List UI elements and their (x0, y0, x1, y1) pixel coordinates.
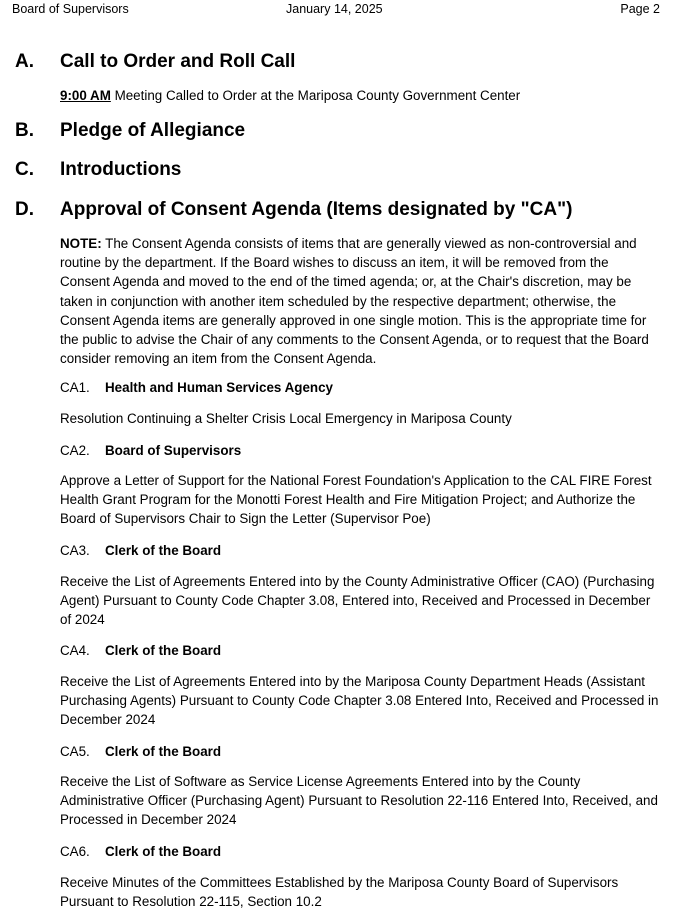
section-title: Pledge of Allegiance (60, 120, 246, 141)
header-page-number: Page 2 (620, 2, 660, 16)
consent-item-description: Receive Minutes of the Committees Established by the Mariposa County Board of Supervisors Pursuant to Resolution 22-115, Section 10.2 (60, 875, 619, 910)
item-number: CA2. (60, 443, 90, 458)
consent-item-description: Receive the List of Software as Service License Agreements Entered into by the County Administrative Officer (Purchasing Agent) Pursuant to Resolution 22-116 Entered Into, Received, and Processed in December 2024 (60, 774, 658, 828)
item-department: Clerk of the Board (105, 543, 222, 558)
section-letter: A. (15, 51, 34, 72)
item-department: Board of Supervisors (105, 443, 242, 458)
consent-item-description: Approve a Letter of Support for the National Forest Foundation's Application to the CAL FIRE Forest Health Grant Program for the Monotti Forest Health and Fire Mitigation Project; and Authorize the Board of Supervisors Chair to Sign the Letter (Supervisor Poe) (60, 473, 652, 527)
consent-item-description: Resolution Continuing a Shelter Crisis Local Emergency in Mariposa County (60, 411, 512, 426)
consent-item-description: Receive the List of Agreements Entered into by the County Administrative Officer (CAO) (Purchasing Agent) Pursuant to County Code Chapter 3.08, Entered into, Received and Processed in December of 2024 (60, 574, 655, 628)
item-number: CA1. (60, 380, 90, 395)
note-text: The Consent Agenda consists of items that are generally viewed as non-controversial and routine by the department. If the Board wishes to discuss an item, it will be removed from the Consent Agenda and moved to the end of the timed agenda; or, at the Chair's discretion, may be taken in conjunction with another item scheduled by the respective department; otherwise, the Consent Agenda items are generally approved in one single motion. This is the appropriate time for the public to advise the Chair of any comments to the Consent Agenda, or to request that the Board consider removing an item from the Consent Agenda. (60, 236, 649, 367)
page-header (12, 2, 660, 20)
call-to-order-text: Meeting Called to Order at the Mariposa County Government Center (110, 88, 521, 103)
section-letter: C. (15, 159, 34, 180)
consent-item-description: Receive the List of Agreements Entered into by the Mariposa County Department Heads (Assistant Purchasing Agents) Pursuant to County Code Chapter 3.08 Entered Into, Received and Processed in December 2024 (60, 674, 659, 728)
item-number: CA3. (60, 543, 90, 558)
item-department: Clerk of the Board (105, 643, 222, 658)
section-title: Call to Order and Roll Call (60, 51, 296, 72)
meeting-time: 9:00 AM (60, 88, 111, 103)
header-board-name: Board of Supervisors (12, 2, 129, 16)
call-to-order-line (60, 86, 660, 105)
section-letter: B. (15, 120, 34, 141)
section-letter: D. (15, 199, 34, 220)
item-department: Clerk of the Board (105, 844, 222, 859)
consent-agenda-note (60, 234, 660, 368)
section-title: Introductions (60, 159, 182, 180)
item-number: CA5. (60, 744, 90, 759)
header-date: January 14, 2025 (286, 2, 383, 16)
item-department: Health and Human Services Agency (105, 380, 333, 395)
item-number: CA4. (60, 643, 90, 658)
note-label: NOTE: (60, 236, 102, 251)
item-number: CA6. (60, 844, 90, 859)
section-title: Approval of Consent Agenda (Items designated by "CA") (60, 199, 573, 220)
item-department: Clerk of the Board (105, 744, 222, 759)
